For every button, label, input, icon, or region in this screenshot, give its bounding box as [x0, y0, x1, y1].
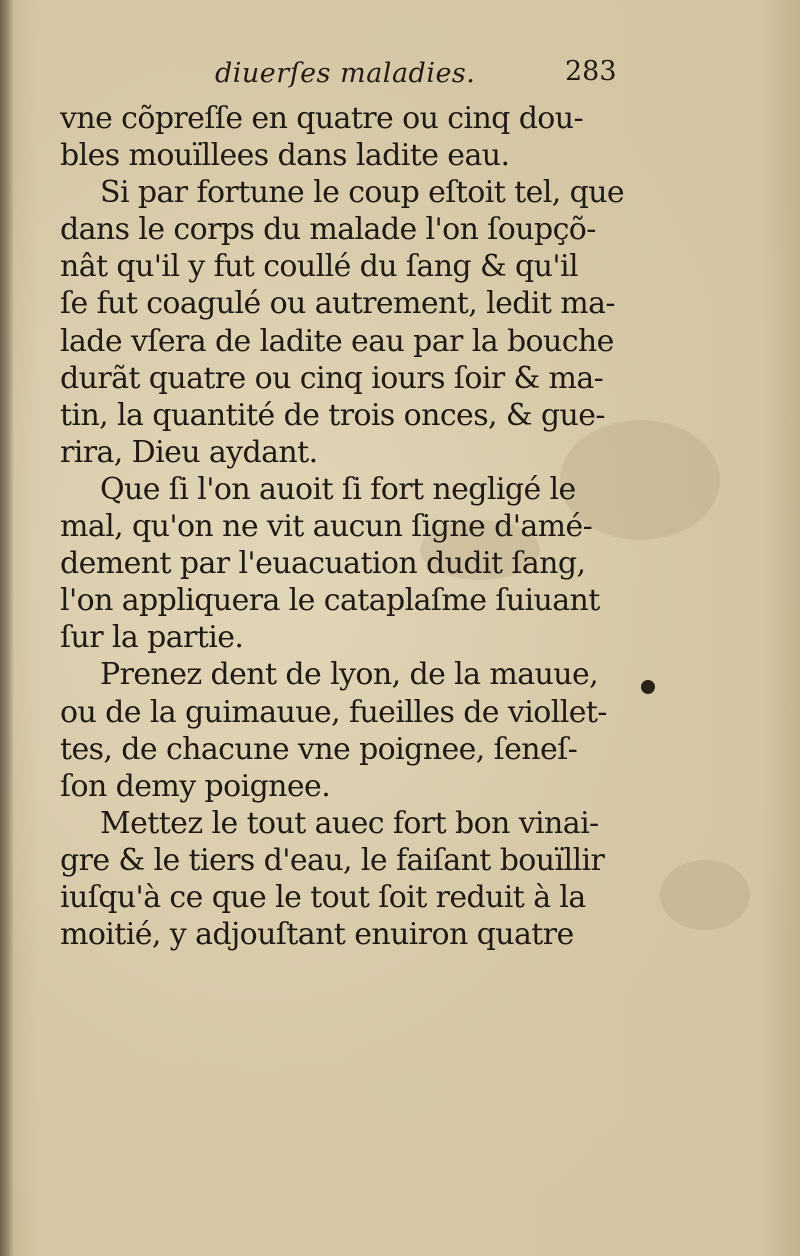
paragraph-start-line: Si par fortune le coup eſtoit tel, que — [100, 175, 625, 211]
text-line: vne cõpreſſe en quatre ou cinq dou- — [60, 101, 584, 136]
text-line: durãt quatre ou cinq iours ſoir & ma- — [60, 360, 604, 396]
text-line: nât qu'il y fut coullé du ſang & qu'il — [60, 249, 578, 285]
paragraph-start-line: Mettez le tout auec fort bon vinai- — [100, 805, 599, 841]
text-line: iuſqu'à ce que le tout ſoit reduit à la — [60, 879, 586, 915]
text-line: tes, de chacune vne poignee, ſeneſ- — [60, 731, 578, 767]
binding-gutter-shadow — [0, 0, 14, 1256]
ink-blot — [641, 680, 655, 694]
text-line: l'on appliquera le cataplaſme ſuiuant — [60, 583, 600, 619]
text-line: dement par l'euacuation dudit ſang, — [60, 546, 586, 582]
text-line: lade vſera de ladite eau par la bouche — [60, 323, 614, 359]
paragraph-start-line: Que ſi l'on auoit ſi fort negligé le — [100, 471, 576, 507]
text-line: tin, la quantité de trois onces, & gue- — [60, 397, 605, 433]
text-line: gre & le tiers d'eau, le faiſant bouïllir — [60, 842, 605, 878]
text-line: ſur la partie. — [60, 620, 244, 656]
page-number: 283 — [565, 56, 617, 87]
paper-stain — [660, 860, 750, 930]
body-text — [60, 100, 640, 953]
text-line: moitié, y adjouſtant enuiron quatre — [60, 917, 574, 953]
text-line: ſe fut coagulé ou autrement, ledit ma- — [60, 286, 615, 322]
text-line: ou de la guimauue, fueilles de viollet- — [60, 694, 607, 730]
text-line: ſon demy poignee. — [60, 768, 331, 804]
running-title: diuerſes maladies. — [215, 58, 476, 89]
text-line: dans le corps du malade l'on ſoupçõ- — [60, 212, 596, 248]
text-line: bles mouïllees dans ladite eau. — [60, 138, 510, 174]
text-line: mal, qu'on ne vit aucun ſigne d'amé- — [60, 509, 593, 545]
paragraph-start-line: Prenez dent de lyon, de la mauue, — [100, 657, 599, 693]
text-line: rira, Dieu aydant. — [60, 434, 318, 470]
